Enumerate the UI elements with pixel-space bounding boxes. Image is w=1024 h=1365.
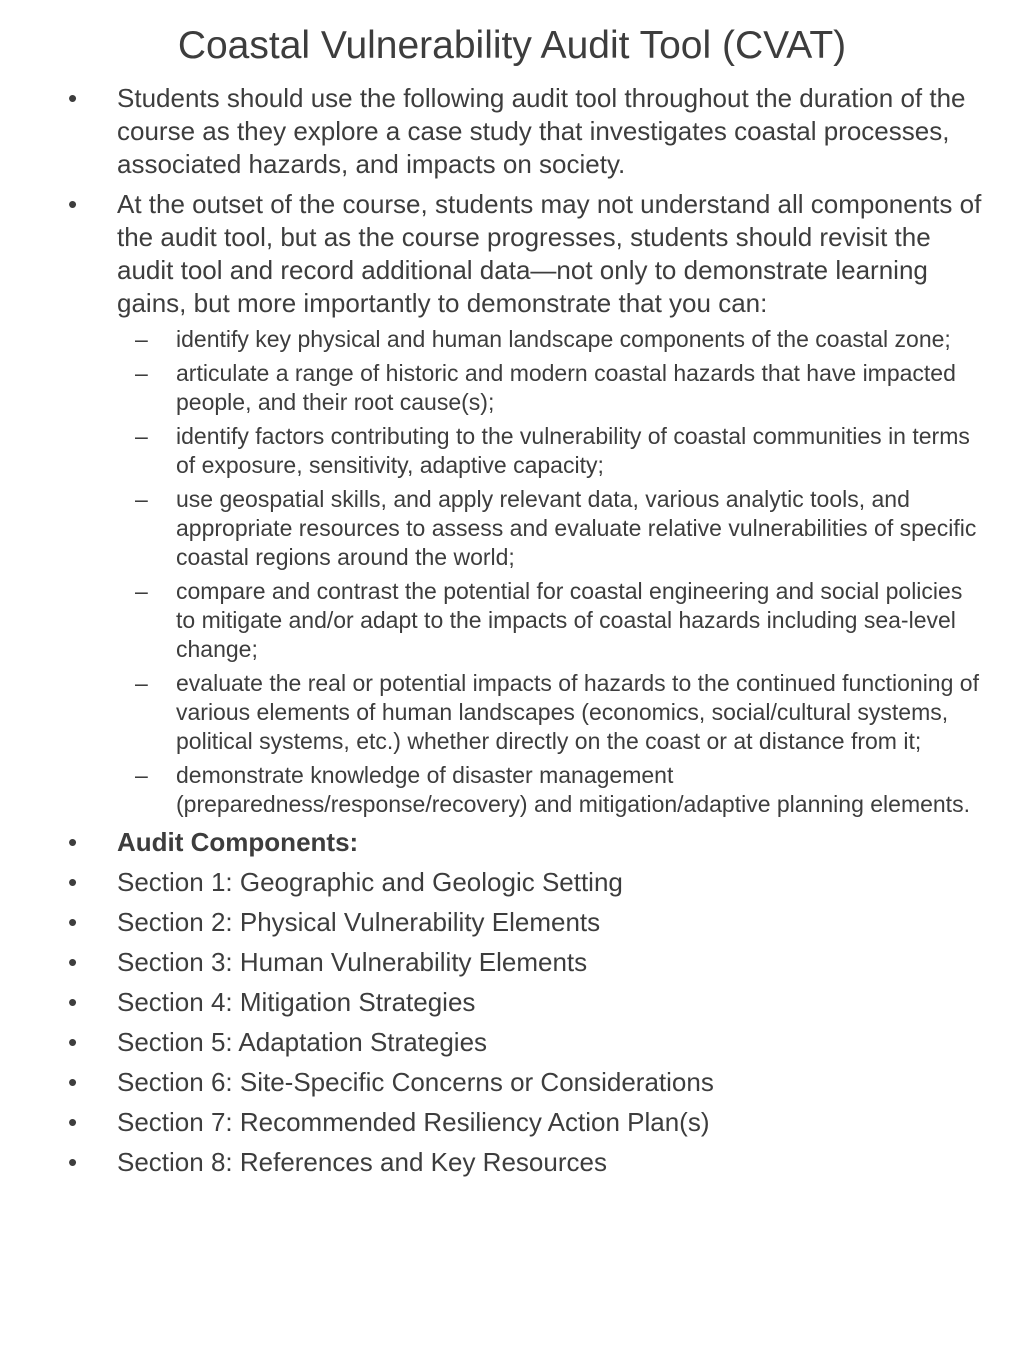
sub-bullet-item (135, 485, 984, 572)
bullet-item (68, 866, 984, 899)
dash-marker-icon: – (135, 578, 148, 604)
bullet-text: identify factors contributing to the vulnerability of coastal communities in terms of exposure, sensitivity, adaptive capacity; (176, 423, 970, 478)
bullet-item (68, 826, 984, 859)
dash-marker-icon: – (135, 423, 148, 449)
sub-bullet-item (135, 325, 984, 354)
bullet-text: evaluate the real or potential impacts of hazards to the continued functioning of various elements of human landscapes (economics, social/cultural systems, political systems, etc.) whether directly on the coast or at distance from it; (176, 670, 979, 754)
bullet-item (68, 82, 984, 181)
bullet-text: Section 4: Mitigation Strategies (117, 987, 476, 1017)
bullet-text: compare and contrast the potential for coastal engineering and social policies to mitigate and/or adapt to the impacts of coastal hazards including sea-level change; (176, 578, 963, 662)
sub-bullet-item (135, 577, 984, 664)
bullet-marker-icon: • (68, 987, 78, 1017)
bullet-marker-icon: • (68, 867, 78, 897)
bullet-marker-icon: • (68, 1027, 78, 1057)
bullet-item (68, 1146, 984, 1179)
bullet-marker-icon: • (68, 907, 78, 937)
bullet-text: demonstrate knowledge of disaster management (preparedness/response/recovery) and mitigation/adaptive planning elements. (176, 762, 970, 817)
dash-marker-icon: – (135, 670, 148, 696)
bullet-item (68, 986, 984, 1019)
bullet-text: Students should use the following audit tool throughout the duration of the course as they explore a case study that investigates coastal processes, associated hazards, and impacts on society. (117, 83, 966, 179)
bullet-item (68, 1106, 984, 1139)
bullet-item (68, 188, 984, 320)
bullet-text: identify key physical and human landscape components of the coastal zone; (176, 326, 951, 352)
bullet-text: Section 1: Geographic and Geologic Setting (117, 867, 623, 897)
dash-marker-icon: – (135, 326, 148, 352)
bullet-text: At the outset of the course, students may not understand all components of the audit tool, but as the course progresses, students should revisit the audit tool and record additional data—not only to demonstrate learning gains, but more importantly to demonstrate that you can: (117, 189, 982, 318)
bullet-text: Section 7: Recommended Resiliency Action Plan(s) (117, 1107, 710, 1137)
bullet-marker-icon: • (68, 827, 78, 857)
bullet-item (68, 1026, 984, 1059)
sub-bullet-item (135, 669, 984, 756)
dash-marker-icon: – (135, 486, 148, 512)
bullet-marker-icon: • (68, 83, 78, 113)
bullet-item (68, 1066, 984, 1099)
bullet-text: Section 2: Physical Vulnerability Elements (117, 907, 601, 937)
bullet-text: Section 6: Site-Specific Concerns or Considerations (117, 1067, 714, 1097)
bullet-item (68, 946, 984, 979)
sub-bullet-item (135, 761, 984, 819)
dash-marker-icon: – (135, 360, 148, 386)
bullet-text: articulate a range of historic and modern coastal hazards that have impacted people, and their root cause(s); (176, 360, 956, 415)
bullet-text: use geospatial skills, and apply relevant data, various analytic tools, and appropriate resources to assess and evaluate relative vulnerabilities of specific coastal regions around the world; (176, 486, 977, 570)
slide-title: Coastal Vulnerability Audit Tool (CVAT) (177, 24, 847, 67)
bullet-marker-icon: • (68, 947, 78, 977)
bullet-marker-icon: • (68, 1107, 78, 1137)
bullet-marker-icon: • (68, 189, 78, 219)
bullet-marker-icon: • (68, 1067, 78, 1097)
sub-bullet-item (135, 359, 984, 417)
bullet-text: Section 3: Human Vulnerability Elements (117, 947, 588, 977)
bullet-text: Section 8: References and Key Resources (117, 1147, 607, 1177)
bullet-item (68, 906, 984, 939)
bullet-marker-icon: • (68, 1147, 78, 1177)
bullet-list (40, 82, 984, 1179)
bullet-text: Section 5: Adaptation Strategies (117, 1027, 488, 1057)
sub-bullet-item (135, 422, 984, 480)
bullet-text: Audit Components: (117, 827, 359, 857)
dash-marker-icon: – (135, 762, 148, 788)
